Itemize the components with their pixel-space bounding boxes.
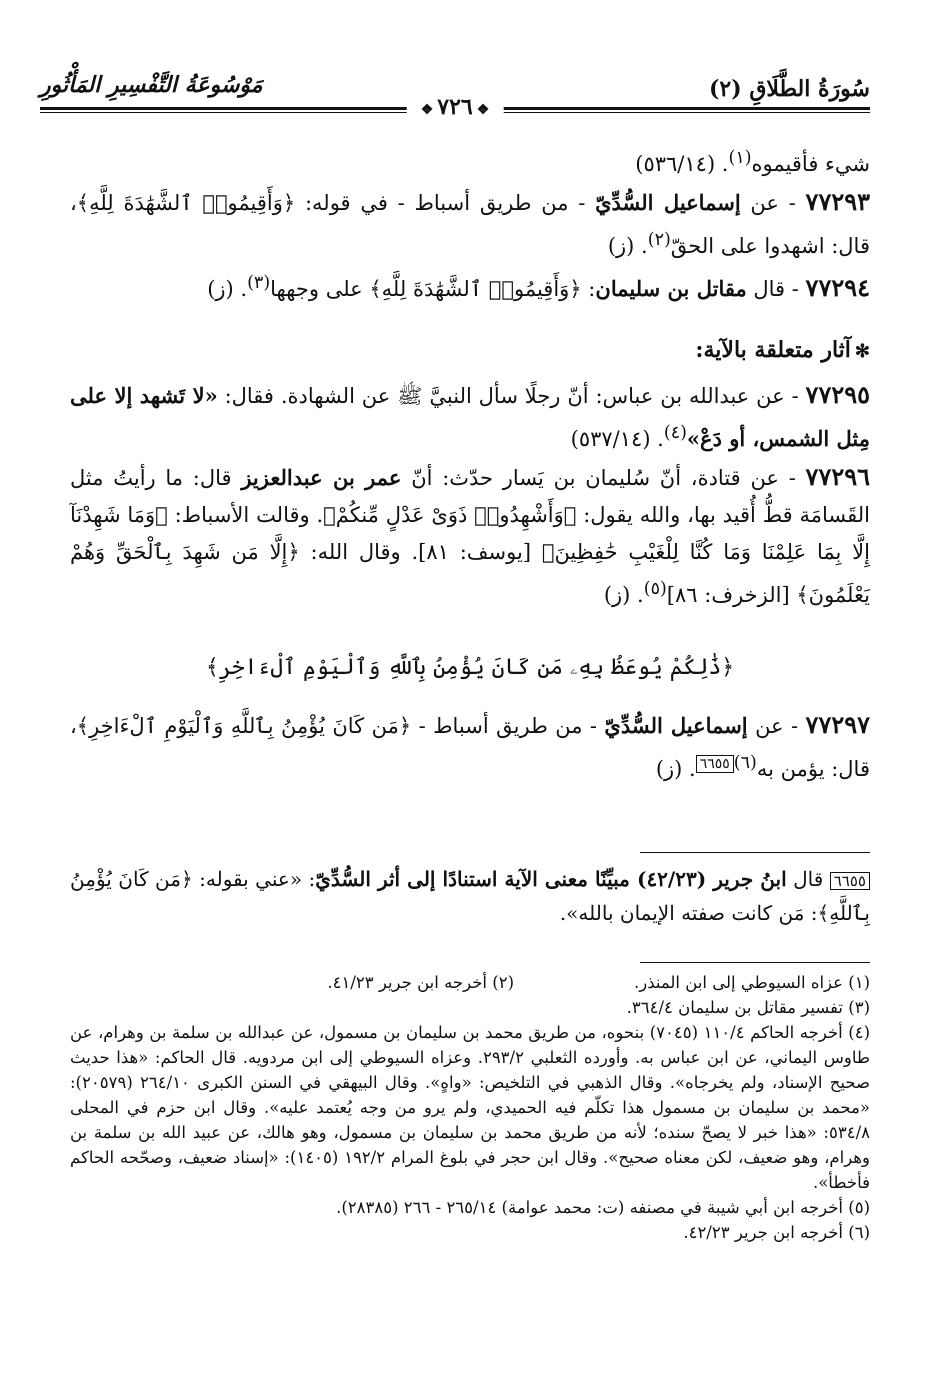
narrator-name: إسماعيل السُّدِّيّ	[595, 190, 741, 215]
section-heading: ✻آثار متعلقة بالآية:	[695, 337, 870, 363]
quran-quote: ﴿وَمَا شَهِدْنَآ إِلَّا بِمَا عَلِمْنَا وَمَا كُنَّا لِلْغَيْبِ حَٰفِظِينَ﴾	[70, 503, 870, 564]
series-title: مَوْسُوعَةُ التَّفْسِيرِ المَأْثُورِ	[40, 72, 263, 98]
page-number: ❖٧٢٦❖	[407, 94, 504, 120]
quran-quote: ﴿مَن كَانَ يُؤْمِنُ بِٱللَّهِ﴾	[70, 867, 870, 925]
ornament-star-icon: ✻	[854, 341, 870, 362]
quran-quote: ﴿إِلَّا مَن شَهِدَ بِٱلْحَقِّ وَهُمْ يَعْلَمُونَ﴾	[70, 540, 870, 607]
footnotes	[70, 970, 870, 1245]
page-header	[40, 66, 870, 126]
footnote-5: (٥) أخرجه ابن أبي شيبة في مصنفه (ت: محمد عوامة) ٢٦٥/١٤ - ٢٦٦ (٢٨٣٨٥).	[336, 1198, 870, 1217]
note-divider	[640, 852, 870, 853]
note-reference-box: ٦٦٥٥	[696, 755, 734, 773]
narration-number: ٧٧٢٩٥	[805, 380, 870, 409]
note-number-box: ٦٦٥٥	[830, 872, 870, 890]
quran-quote: ﴿مَن كَانَ يُؤْمِنُ بِٱللَّهِ وَٱلْيَوْمِ ٱلْءَاخِرِ﴾	[76, 714, 412, 738]
ornament-icon: ❖	[476, 102, 490, 118]
footnote-2: (٢) أخرجه ابن جرير ٤١/٢٣.	[327, 973, 515, 992]
commentary-note: ٦٦٥٥ قال ابنُ جرير (٤٢/٢٣) مبيِّنًا معنى الآية استنادًا إلى أثر السُّدِّيّ: «عني بقوله: ﴿مَن كَانَ يُؤْمِنُ بِٱللَّهِ﴾: مَن كانت صفته الإيمان بالله».	[70, 867, 870, 925]
narration-number: ٧٧٢٩٦	[805, 462, 870, 491]
narration-77293: ٧٧٢٩٣ - عن إسماعيل السُّدِّيّ - من طريق أسباط - في قوله: ﴿وَأَقِيمُوا۟ ٱلشَّهَٰدَةَ لِلَّهِ﴾، قال: اشهدوا على الحقّ$^{(٢)}$. (ز)	[70, 187, 870, 258]
footnote-1: (١) عزاه السيوطي إلى ابن المنذر.	[634, 973, 870, 992]
main-text	[70, 140, 870, 788]
surah-title: سُورَةُ الطَّلَاقِ (٢)	[709, 76, 870, 102]
footnote-3: (٣) تفسير مقاتل بن سليمان ٣٦٤/٤.	[626, 998, 870, 1017]
quran-quote: ﴿وَأَقِيمُوا۟ ٱلشَّهَٰدَةَ لِلَّهِ﴾	[369, 277, 582, 301]
narration-number: ٧٧٢٩٣	[805, 187, 870, 216]
quran-quote: ﴿وَأَقِيمُوا۟ ٱلشَّهَٰدَةَ لِلَّهِ﴾	[76, 191, 296, 215]
narrator-name: إسماعيل السُّدِّيّ	[604, 713, 748, 738]
narrator-name: مقاتل بن سليمان	[595, 276, 747, 301]
continued-line: شيء فأقيموه$^{(١)}$. (٥٣٦/١٤)	[635, 148, 870, 176]
narration-77297: ٧٧٢٩٧ - عن إسماعيل السُّدِّيّ - من طريق أسباط - ﴿مَن كَانَ يُؤْمِنُ بِٱللَّهِ وَٱلْيَوْمِ ٱلْءَاخِرِ﴾، قال: يؤمن به$^{(٦)}$٦٦٥٥. (ز)	[70, 710, 870, 781]
scholar-name: ابنُ جرير	[713, 867, 787, 891]
narrator-name: عمر بن عبدالعزيز	[241, 465, 402, 490]
ornament-icon: ❖	[420, 102, 434, 118]
verse-heading: ﴿ذَٰلِكُمْ يُوعَظُ بِهِۦ مَن كَانَ يُؤْمِنُ بِٱللَّهِ وَٱلْيَوْمِ ٱلْءَاخِرِ﴾	[205, 655, 735, 680]
footnote-row	[70, 970, 870, 995]
hadith-quote: «لا تَشهد إلا على مِثل الشمس، أو دَعْ»	[70, 383, 870, 451]
narration-77295: ٧٧٢٩٥ - عن عبدالله بن عباس: أنّ رجلًا سأل النبيَّ ﷺ عن الشهادة. فقال: «لا تَشهد إلا على مِثل الشمس، أو دَعْ»$^{(٤)}$. (٥٣٧/١٤)	[70, 380, 870, 451]
narration-77296: ٧٧٢٩٦ - عن قتادة، أنّ سُليمان بن يَسار حدّث: أنّ عمر بن عبدالعزيز قال: ما رأيتُ مثل القَسامَة قطُّ أُقيد بها، والله يقول: ﴿وَأَشْهِدُوا۟ ذَوَىْ عَدْلٍ مِّنكُمْ﴾. وقالت الأسباط: ﴿وَمَا شَهِدْنَآ إِلَّا بِمَا عَلِمْنَا وَمَا كُنَّا لِلْغَيْبِ حَٰفِظِينَ﴾ [يوسف: ٨١]. وقال الله: ﴿إِلَّا مَن شَهِدَ بِٱلْحَقِّ وَهُمْ يَعْلَمُونَ﴾ [الزخرف: ٨٦]$^{(٥)}$. (ز)	[70, 462, 871, 607]
narration-number: ٧٧٢٩٤	[805, 273, 870, 302]
narration-77294: ٧٧٢٩٤ - قال مقاتل بن سليمان: ﴿وَأَقِيمُوا۟ ٱلشَّهَٰدَةَ لِلَّهِ﴾ على وجهها$^{(٣)}$. (ز)	[207, 273, 870, 302]
footnote-6: (٦) أخرجه ابن جرير ٤٢/٢٣.	[683, 1223, 870, 1242]
narration-number: ٧٧٢٩٧	[805, 710, 870, 739]
footnote-4: (٤) أخرجه الحاكم ١١٠/٤ (٧٠٤٥) بنحوه، من طريق محمد بن سليمان بن مسمول، عن عبدالله بن سلمة بن وهرام، عن طاوس اليماني، عن ابن عباس به. وأورده الثعلبي ٢٩٣/٢. وعزاه السيوطي إلى ابن مردويه. قال الحاكم: «هذا حديث صحيح الإسناد، ولم يخرجاه». وقال الذهبي في التلخيص: «واهٍ». وقال البيهقي في السنن الكبرى ٢٦٤/١٠ (٢٠٥٧٩): «محمد بن سليمان بن مسمول هذا تكلّم فيه الحميدي، ولم يرو من وجه يُعتمد عليه». وقال ابن حزم في المحلى ٥٣٤/٨: «هذا خبر لا يصحّ سنده؛ لأنه من طريق محمد بن سليمان بن مسمول، وهو هالك، عن عبيد الله بن سلمة بن وهرام، وهو ضعيف، لكن معناه صحيح». وقال ابن حجر في بلوغ المرام ١٩٢/٢ (١٤٠٥): «إسناد ضعيف، وصحّحه الحاكم فأخطأ».	[70, 1023, 871, 1192]
footnote-divider	[640, 962, 870, 963]
quran-quote: ﴿وَأَشْهِدُوا۟ ذَوَىْ عَدْلٍ مِّنكُمْ﴾	[323, 503, 577, 527]
